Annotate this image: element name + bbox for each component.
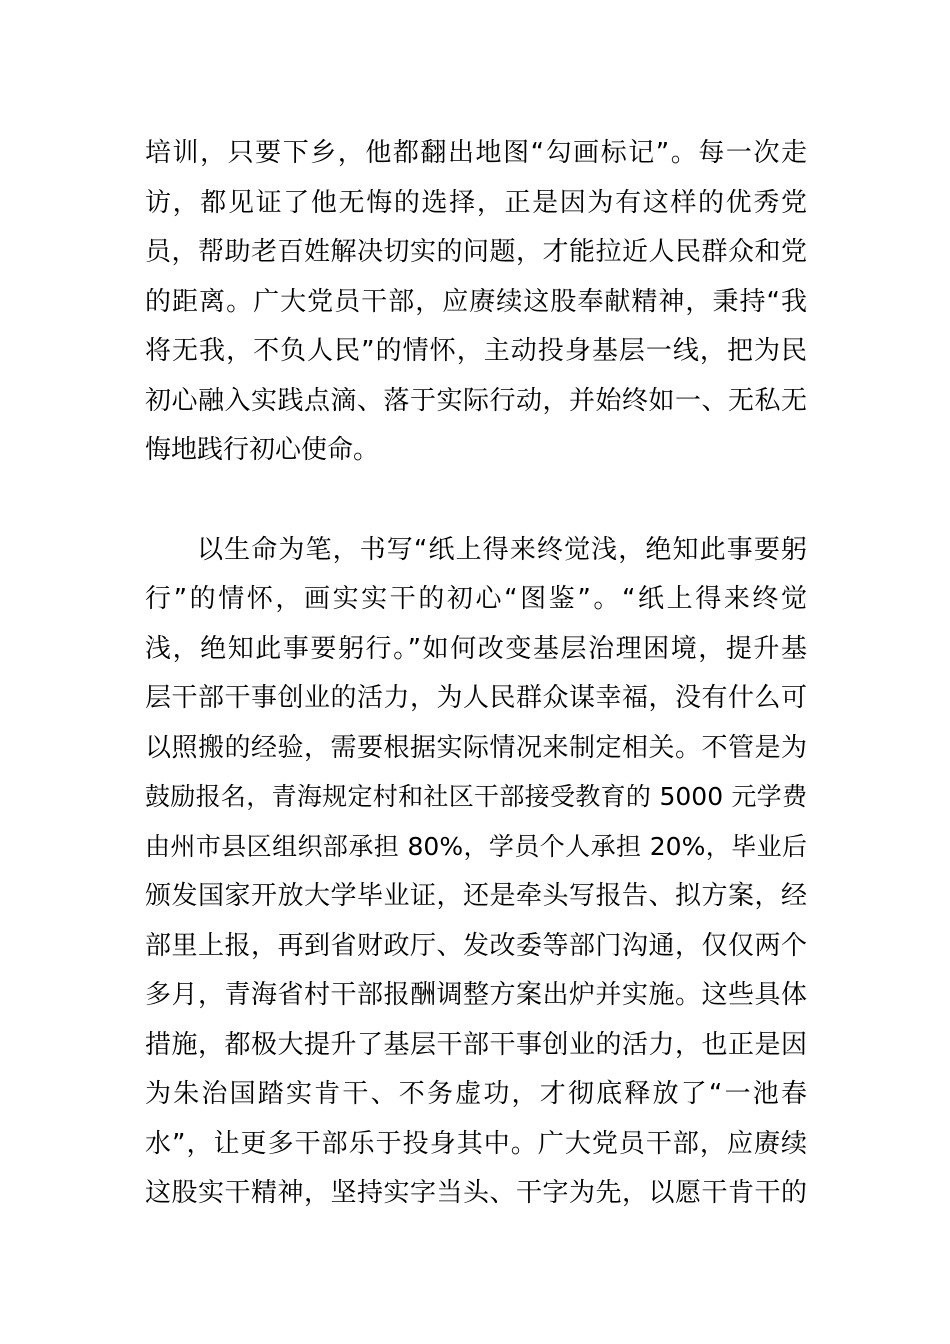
text-line: 多月，青海省村干部报酬调整方案出炉并实施。这些具体 [145, 980, 807, 1010]
text-line: 培训，只要下乡，他都翻出地图“勾画标记”。每一次走 [145, 138, 807, 168]
text-line: 措施，都极大提升了基层干部干事创业的活力，也正是因 [145, 1030, 807, 1060]
text-line: 以照搬的经验，需要根据实际情况来制定相关。不管是为 [145, 733, 807, 763]
text-line: 鼓励报名，青海规定村和社区干部接受教育的 5000 元学费 [145, 782, 807, 811]
text-line: 悔地践行初心使命。 [145, 435, 380, 465]
text-line: 将无我，不负人民”的情怀，主动投身基层一线，把为民 [145, 336, 807, 366]
text-line: 层干部干事创业的活力，为人民群众谋幸福，没有什么可 [145, 683, 807, 713]
text-line: 由州市县区组织部承担 80%，学员个人承担 20%，毕业后 [145, 832, 807, 861]
text-line: 行”的情怀，画实实干的初心“图鉴”。“纸上得来终觉 [145, 584, 807, 614]
text-line: 的距离。广大党员干部，应赓续这股奉献精神，秉持“我 [145, 287, 807, 317]
text-line: 水”，让更多干部乐于投身其中。广大党员干部，应赓续 [145, 1129, 807, 1159]
text-line: 员，帮助老百姓解决切实的问题，才能拉近人民群众和党 [145, 237, 807, 267]
text-line: 颁发国家开放大学毕业证，还是牵头写报告、拟方案，经 [145, 881, 807, 911]
text-line: 访，都见证了他无悔的选择，正是因为有这样的优秀党 [145, 188, 807, 218]
text-line: 初心融入实践点滴、落于实际行动，并始终如一、无私无 [145, 386, 807, 416]
text-line: 为朱治国踏实肯干、不务虚功，才彻底释放了“一池春 [145, 1079, 807, 1109]
text-line: 部里上报，再到省财政厅、发改委等部门沟通，仅仅两个 [145, 931, 807, 961]
text-line: 浅，绝知此事要躬行。”如何改变基层治理困境，提升基 [145, 634, 807, 664]
text-line: 以生命为笔，书写“纸上得来终觉浅，绝知此事要躬 [197, 535, 807, 565]
text-line: 这股实干精神，坚持实字当头、干字为先，以愿干肯干的 [145, 1178, 807, 1208]
